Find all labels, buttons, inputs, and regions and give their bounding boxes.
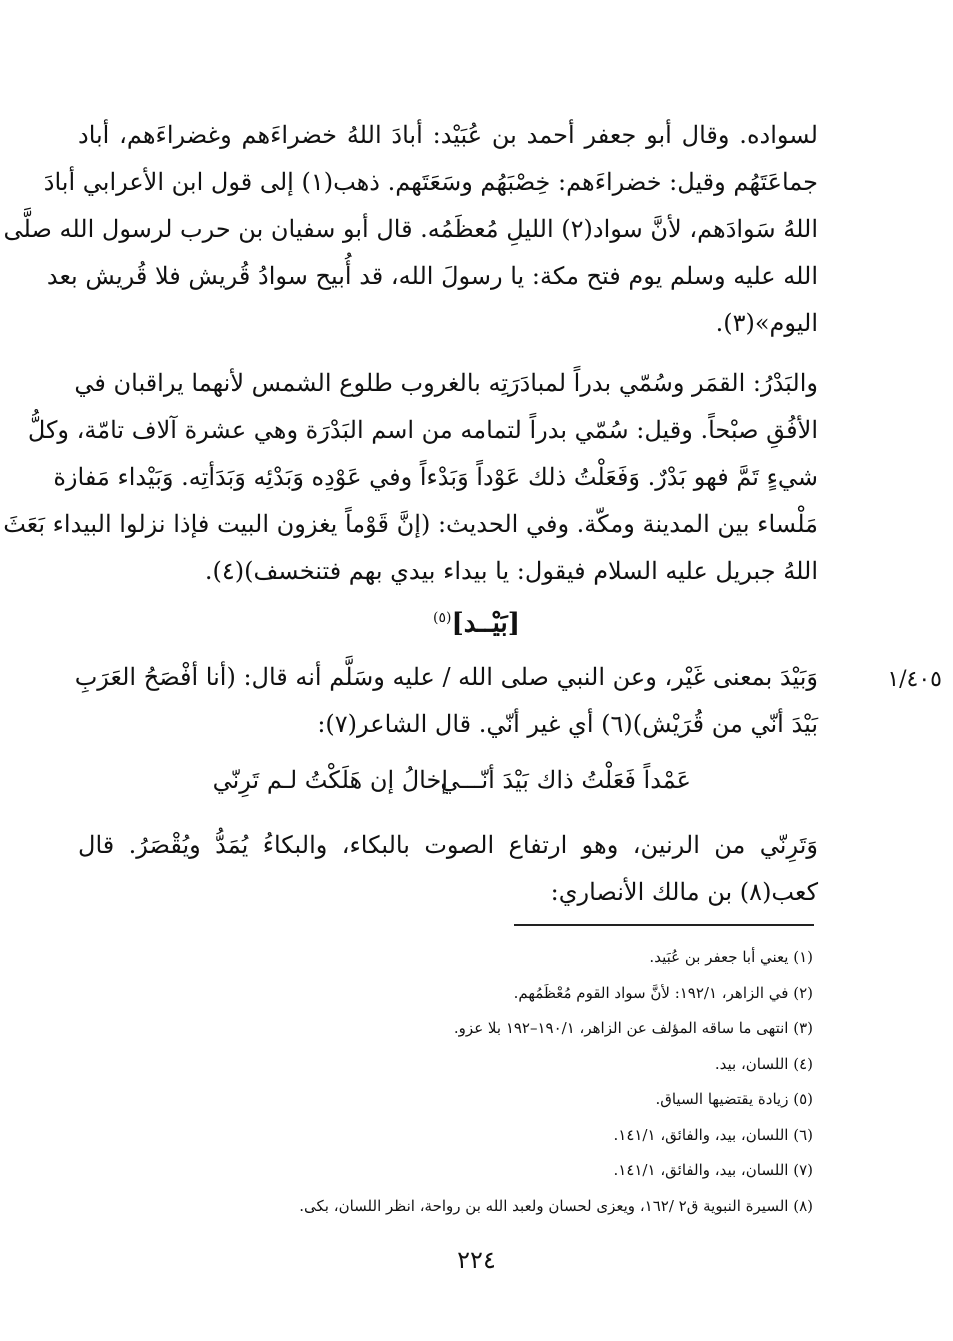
footnote: (٦) اللسان، بيد، والفائق، ١٤١/١. (613, 1125, 813, 1144)
text-line: اليوم»(٣). (715, 309, 818, 337)
footnote: (٧) اللسان، بيد، والفائق، ١٤١/١. (613, 1161, 813, 1179)
text-line: مَلْساء بين المدينة ومكّة. وفي الحديث: (إنَّ قَوْماً يغزون البيت فإذا نزلوا البيداء بَعَثَ (3, 510, 818, 538)
footnote: (٢) في الزاهر، ١٩٢/١: لأنَّ سواد القوم مُعْظَمُهم. (513, 983, 813, 1002)
footnote: (٤) اللسان، بيد. (714, 1054, 813, 1073)
text-line: والبَدْرُ: القمَر وسُمّي بدراً لمبادَرَتِه بالغروب طلوع الشمس لأنهما يراقبان في (74, 369, 818, 397)
footnote: (٨) السيرة النبوية ق٢ /١٦٢، ويعزى لحسان ولعبد الله بن رواحة، انظر اللسان، بكى. (299, 1196, 813, 1215)
page-number: ٢٢٤ (457, 1246, 496, 1274)
text-line: بَيْدَ أنّي من قُرَيْش)(٦) أي غير أنّي. قال الشاعر(٧): (317, 710, 818, 738)
footnote: (٥) زيادة يقتضيها السياق. (655, 1090, 813, 1108)
paragraph-sawad (3, 112, 818, 347)
paragraph-bayd (74, 654, 818, 748)
footnote: (٣) انتهى ما ساقه المؤلف عن الزاهر، ١٩٠/١–١٩٢ بلا عزو. (453, 1019, 813, 1037)
entry-heading (0, 598, 953, 644)
text-line: كعب(٨) بن مالك الأنصاري: (550, 878, 818, 906)
text-line: اللهُ سَوادَهم، لأنَّ سواد(٢) الليلِ مُعظَمُه. قال أبو سفيان بن حرب لرسول الله صلَّى (3, 215, 818, 243)
text-line: اللهُ جبريل عليه السلام فيقول: يا بيداء بيدي بهم فتنخسف)(٤). (204, 557, 818, 585)
text-line: لسواده. وقال أبو جعفر أحمد بن عُبَيْد: أبادَ اللهُ خضراءَهم وغضراءَهم، أباد (78, 121, 818, 149)
text-line: شيءٍ تَمَّ فهو بَدْرٌ. وَفَعَلْتُ ذلك عَوْداً وَبَدْءاً وفي عَوْدِه وَبَدْئِه وَبَدَأتِه. وَبَيْداء مَفازة (53, 463, 818, 491)
text-line: الأفُقِ صبْحاً. وقيل: سُمّي بدراً لتمامه من اسم البَدْرَة وهي عشرة آلاف تامّة، وكلُّ (27, 416, 818, 444)
verse-first-hemistich: عَمْداً فَعَلْتُ ذاك بَيْدَ أنّـــي (440, 766, 691, 794)
text-line: وَبَيْدَ بمعنى غَيْر، وعن النبي صلى الله / عليه وسَلَّم أنه قال: (أنا أفْصَحُ العَرَبِ (74, 663, 818, 691)
paragraph-tarinni (78, 822, 818, 916)
footnotes (78, 940, 813, 1224)
text-line: جماعَتَهُم وقيل: خضراءَهم: خِصْبَهُم وسَعَتَهم. ذهب(١) إلى قول ابن الأعرابي أبادَ (43, 168, 818, 196)
entry-heading-word: [بَيْــد] (451, 608, 521, 639)
entry-heading-note: (٥) (432, 610, 452, 626)
footnote: (١) يعني أبا جعفر بن عُبَيد. (649, 948, 813, 966)
verse-second-hemistich: إخالُ إن هَلَكْتُ لـم تَرِنّي (212, 766, 448, 794)
margin-reference: ١/٤٠٥ (887, 667, 942, 692)
text-line: الله عليه وسلم يوم فتح مكة: يا رسولَ الله، قد أُبيح سوادُ قُريش فلا قُريش بعد (46, 262, 818, 290)
footnote-divider (514, 924, 814, 926)
paragraph-badr (3, 360, 818, 595)
poetry-verse (0, 756, 953, 804)
text-line: وَتَرِنّي من الرنين، وهو ارتفاع الصوت بالبكاء، والبكاءُ يُمَدُّ ويُقْصَرُ. قال (78, 831, 818, 859)
